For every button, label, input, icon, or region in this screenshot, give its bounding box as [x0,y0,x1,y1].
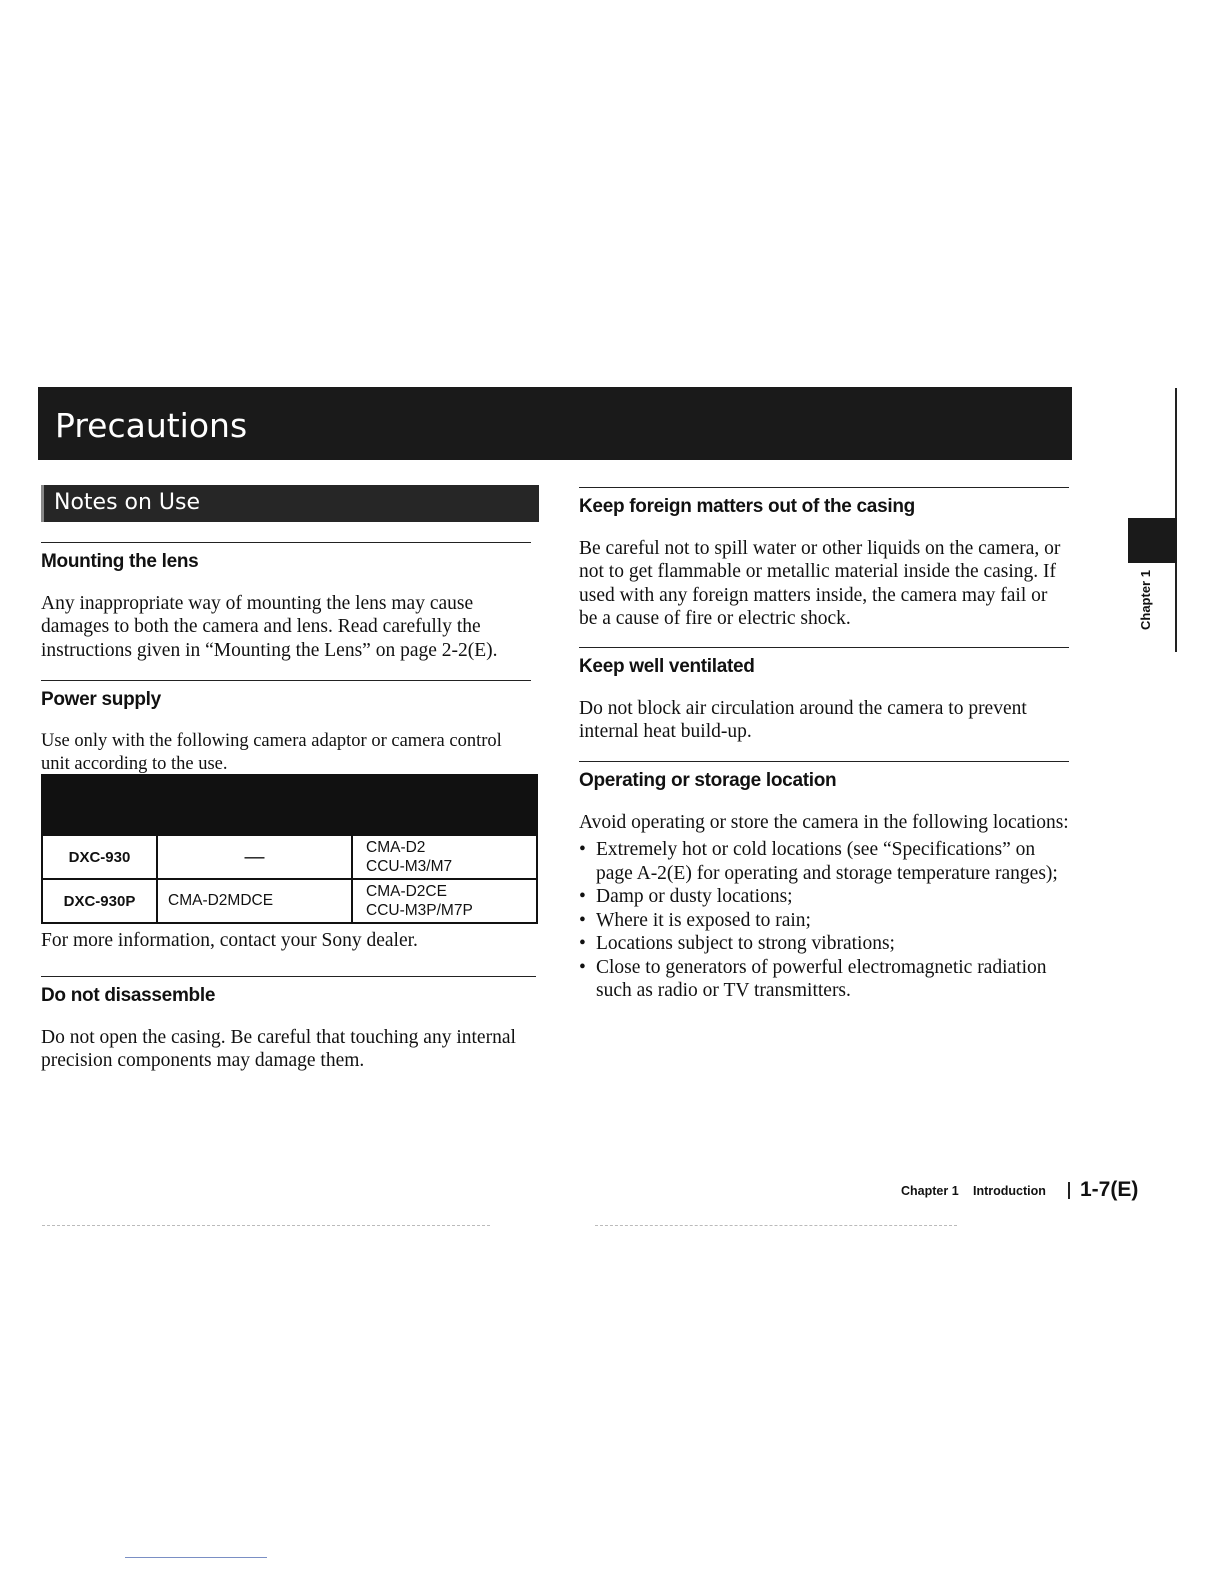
section-rule [41,542,531,543]
section-disassemble [41,976,536,1073]
section-heading: Keep well ventilated [579,656,755,677]
list-item: • Close to generators of powerful electromagnetic radiation such as radio or TV transmitters. [579,956,1069,1003]
list-item: • Where it is exposed to rain; [579,909,1069,933]
list-item: • Extremely hot or cold locations (see “Specifications” on page A-2(E) for operating and storage temperature ranges); [579,838,1069,885]
section-ventilation [579,647,1069,744]
subtitle-banner [41,485,539,522]
table-row [42,879,537,923]
model-cell: DXC-930 [42,835,157,879]
footer-section: Introduction [973,1184,1046,1198]
section-heading: Do not disassemble [41,985,216,1006]
section-heading: Power supply [41,689,161,710]
chapter-tab-marker [1128,518,1177,563]
section-rule [579,761,1069,762]
dealer-note: For more information, contact your Sony dealer. [41,930,418,951]
section-heading: Operating or storage location [579,770,837,791]
section-body: Use only with the following camera adaptor or camera control unit according to the use. [41,730,502,775]
section-operating-location [579,761,1069,1003]
scan-artifact-line [42,1225,490,1226]
footer-chapter: Chapter 1 [901,1184,959,1198]
section-rule [579,487,1069,488]
table-header-cell [352,775,537,835]
location-list [579,838,1069,1003]
power-table [41,774,538,924]
section-body: Be careful not to spill water or other liquids on the camera, or not to get flammable or metallic material inside the casing. If used with any foreign matters inside, the camera may fail or be a cause of fire or electric shock. [579,537,1061,630]
section-body: Do not block air circulation around the camera to prevent internal heat build-up. [579,697,1027,743]
title-banner [38,387,1072,460]
adaptor-cell: — [157,835,352,879]
list-item: • Locations subject to strong vibrations; [579,932,1069,956]
scan-artifact-line [595,1225,957,1226]
section-rule [41,976,536,977]
page-title: Precautions [55,406,248,445]
section-rule [579,647,1069,648]
page-number: 1-7(E) [1080,1178,1139,1201]
section-body: Do not open the casing. Be careful that touching any internal precision components may damage them. [41,1026,516,1072]
section-heading: Keep foreign matters out of the casing [579,496,915,517]
section-title: Notes on Use [54,490,201,515]
footer-divider [1068,1182,1070,1199]
section-mounting [41,542,531,662]
table-header-cell [42,775,157,835]
bottom-rule [125,1557,267,1558]
ccu-line: CMA-D2CE [366,883,447,900]
model-cell: DXC-930P [42,879,157,923]
section-heading: Mounting the lens [41,551,199,572]
ccu-line: CMA-D2 [366,839,426,856]
chapter-side-label: Chapter 1 [1138,570,1153,630]
ccu-line: CCU-M3P/M7P [366,902,473,919]
section-foreign-matters [579,487,1069,631]
section-body: Avoid operating or store the camera in the following locations: [579,811,1069,833]
ccu-cell [352,879,537,923]
ccu-cell [352,835,537,879]
table-header-cell [157,775,352,835]
section-body: Any inappropriate way of mounting the lens may cause damages to both the camera and lens. Read carefully the instructions given in “Mounting the Lens” on page 2-2(E). [41,592,498,661]
ccu-line: CCU-M3/M7 [366,858,453,875]
section-power-supply [41,680,531,777]
section-rule [41,680,531,681]
table-header [42,775,537,835]
table-row [42,835,537,879]
list-item: • Damp or dusty locations; [579,885,1069,909]
adaptor-cell: CMA-D2MDCE [157,879,352,923]
